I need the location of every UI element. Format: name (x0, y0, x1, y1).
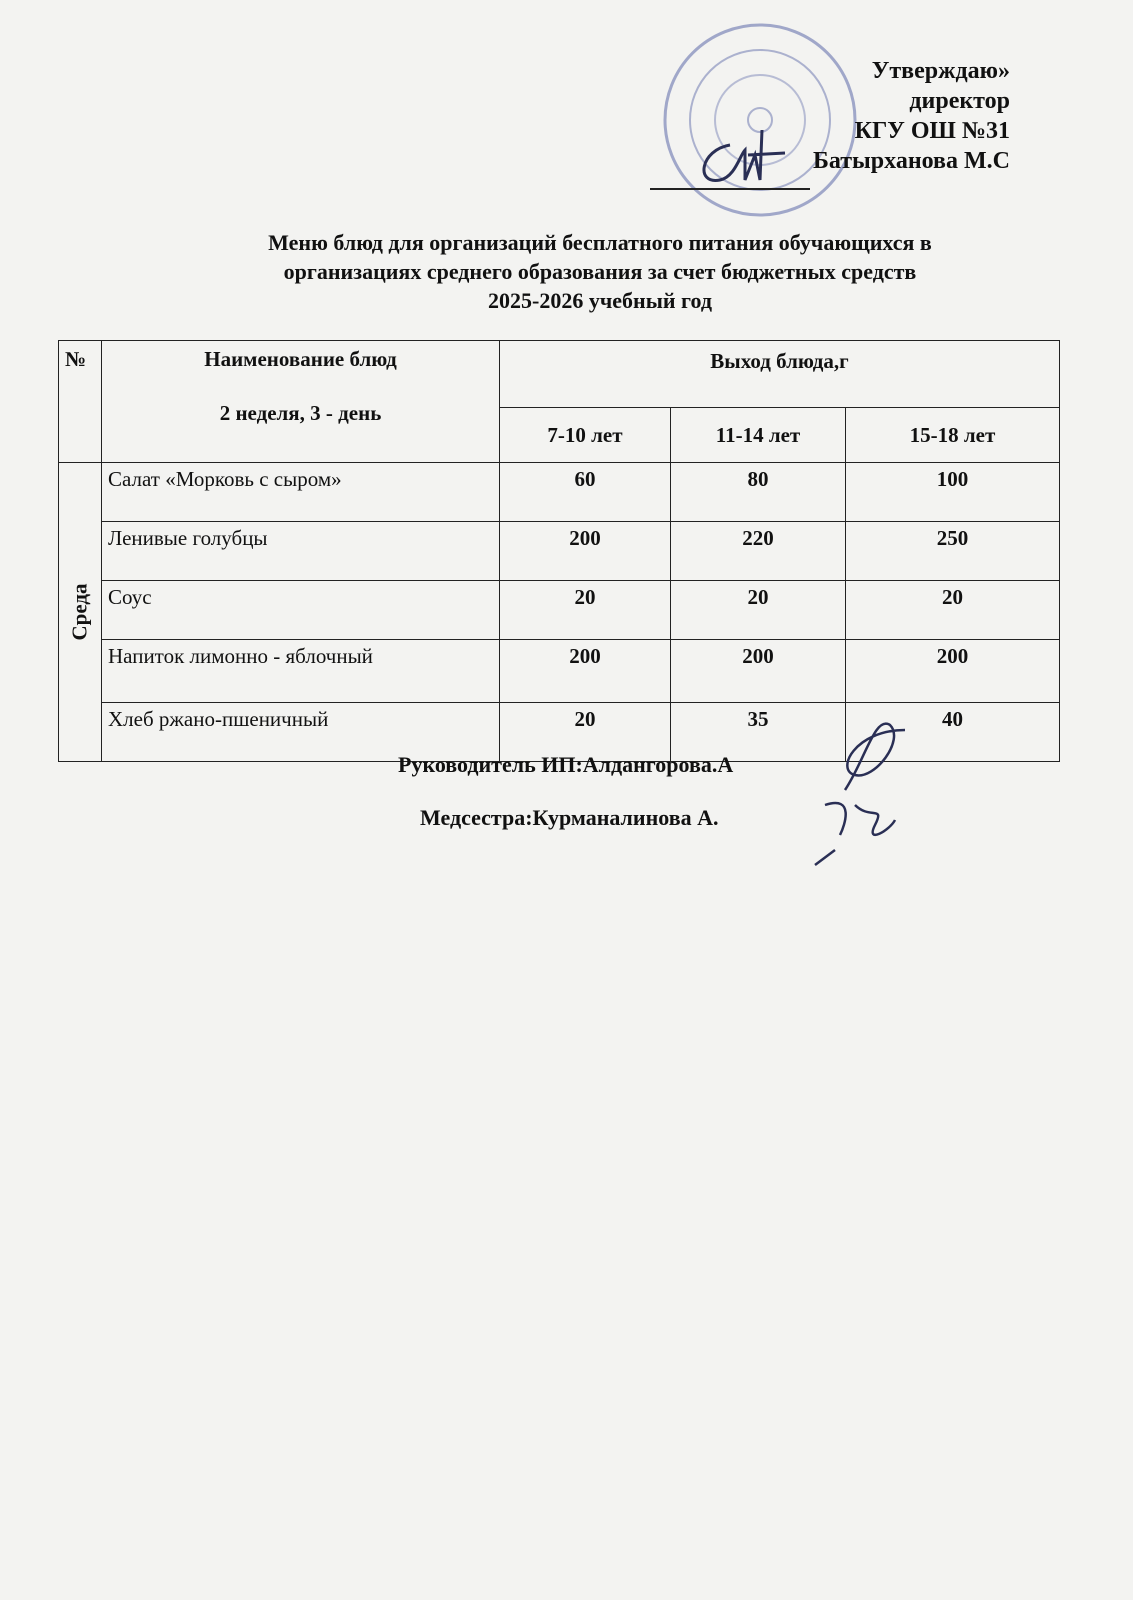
table-row (59, 640, 1060, 703)
menu-table (58, 340, 1060, 762)
manager-line: Руководитель ИП:Алдангорова.А (398, 752, 734, 777)
dish-name: Салат «Морковь с сыром» (102, 463, 500, 522)
title-line-3: 2025-2026 учебный год (488, 288, 712, 313)
approval-line-2: директор (909, 88, 1010, 114)
header-no: № (59, 341, 102, 463)
value-11-14: 220 (671, 522, 846, 581)
table-row (59, 463, 1060, 522)
approval-line-1: Утверждаю» (871, 58, 1010, 84)
header-name-label: Наименование блюд (204, 347, 397, 371)
dish-name: Ленивые голубцы (102, 522, 500, 581)
title-line-1: Меню блюд для организаций бесплатного питания обучающихся в (268, 230, 932, 255)
value-15-18: 100 (846, 463, 1060, 522)
value-11-14: 80 (671, 463, 846, 522)
value-7-10: 20 (500, 703, 671, 762)
value-15-18: 250 (846, 522, 1060, 581)
header-age-7-10: 7-10 лет (500, 408, 671, 463)
dish-name: Напиток лимонно - яблочный (102, 640, 500, 703)
approval-line-4: Батырханова М.С (813, 148, 1010, 174)
day-label: Среда (67, 583, 92, 641)
manager-signature (795, 700, 925, 870)
nurse-line: Медсестра:Курманалинова А. (420, 805, 719, 830)
dish-name: Хлеб ржано-пшеничный (102, 703, 500, 762)
day-cell (59, 463, 102, 762)
value-7-10: 200 (500, 522, 671, 581)
header-output: Выход блюда,г (500, 341, 1060, 408)
header-name (102, 341, 500, 463)
table-row (59, 522, 1060, 581)
table-row (59, 581, 1060, 640)
value-15-18: 200 (846, 640, 1060, 703)
header-age-11-14: 11-14 лет (671, 408, 846, 463)
value-11-14: 20 (671, 581, 846, 640)
header-age-15-18: 15-18 лет (846, 408, 1060, 463)
value-7-10: 20 (500, 581, 671, 640)
value-7-10: 200 (500, 640, 671, 703)
value-11-14: 200 (671, 640, 846, 703)
document-title (0, 228, 1133, 315)
value-15-18: 40 (846, 703, 1060, 762)
director-signature (690, 125, 800, 195)
signature-line (650, 188, 810, 190)
value-11-14: 35 (671, 703, 846, 762)
approval-line-3: КГУ ОШ №31 (854, 118, 1010, 144)
approval-block (813, 56, 1010, 176)
title-line-2: организациях среднего образования за счет бюджетных средств (283, 259, 917, 284)
value-15-18: 20 (846, 581, 1060, 640)
dish-name: Соус (102, 581, 500, 640)
value-7-10: 60 (500, 463, 671, 522)
header-week-day: 2 неделя, 3 - день (219, 401, 382, 425)
